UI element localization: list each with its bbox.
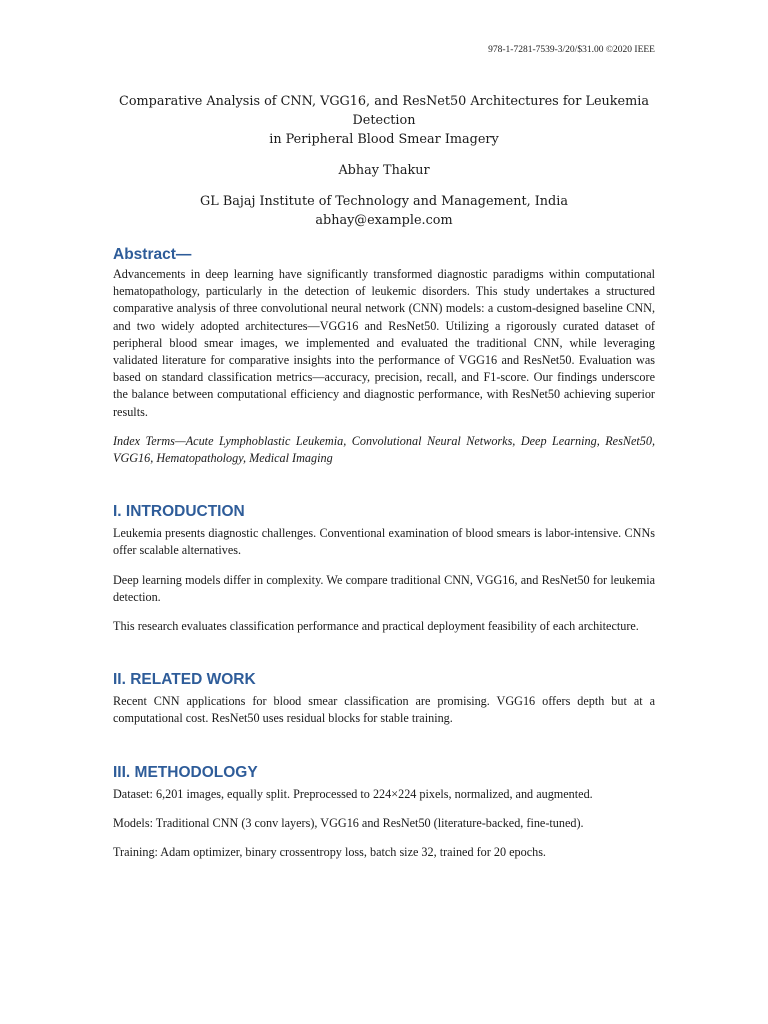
paper-title-line-2: in Peripheral Blood Smear Imagery — [269, 132, 499, 147]
copyright-notice: 978-1-7281-7539-3/20/$31.00 ©2020 IEEE — [488, 45, 655, 55]
abstract-section — [113, 244, 655, 467]
methodology-section — [113, 762, 655, 862]
introduction-paragraph: Leukemia presents diagnostic challenges. Conventional examination of blood smears is labor-intensive. CNNs offer scalable alternatives. — [113, 526, 655, 558]
methodology-paragraph: Training: Adam optimizer, binary crossentropy loss, batch size 32, trained for 20 epochs. — [113, 845, 546, 860]
related-work-heading: II. RELATED WORK — [113, 671, 256, 689]
methodology-paragraph: Models: Traditional CNN (3 conv layers), VGG16 and ResNet50 (literature-backed, fine-tuned). — [113, 815, 584, 830]
introduction-section — [113, 501, 655, 635]
paper-body — [113, 244, 655, 861]
introduction-heading: I. INTRODUCTION — [113, 503, 245, 521]
title-block — [113, 92, 655, 230]
paper-title-line-1: Comparative Analysis of CNN, VGG16, and ResNet50 Architectures for Leukemia Detection — [119, 94, 649, 128]
author-affiliation: GL Bajaj Institute of Technology and Management, India — [200, 194, 568, 209]
methodology-heading: III. METHODOLOGY — [113, 763, 258, 781]
author-affiliation-block — [113, 192, 655, 230]
related-work-paragraph: Recent CNN applications for blood smear classification are promising. VGG16 offers depth but at a computational cost. ResNet50 uses residual blocks for stable training. — [113, 694, 655, 726]
introduction-paragraph: Deep learning models differ in complexity. We compare traditional CNN, VGG16, and ResNet50 for leukemia detection. — [113, 572, 655, 604]
paper-title — [113, 92, 655, 149]
abstract-text: Advancements in deep learning have significantly transformed diagnostic paradigms within computational hematopathology, particularly in the detection of leukemic disorders. This study undertakes a structured comparative analysis of three convolutional neural network (CNN) models: a custom-designed baseline CNN, and two widely adopted architectures—VGG16 and ResNet50. Utilizing a rigorously curated dataset of peripheral blood smear images, we implemented and evaluated the traditional CNN, while leveraging validated literature for comparative insights into the performance of VGG16 and ResNet50. Evaluation was based on standard classification metrics—accuracy, precision, recall, and F1-score. Our findings underscore the balance between computational efficiency and diagnostic performance, with ResNet50 achieving superior results. — [113, 267, 655, 419]
author-name: Abhay Thakur — [338, 163, 430, 178]
related-work-section — [113, 669, 655, 727]
index-terms: Index Terms—Acute Lymphoblastic Leukemia, Convolutional Neural Networks, Deep Learning, ResNet50, VGG16, Hematopathology, Medical Imaging — [113, 433, 655, 466]
methodology-paragraph: Dataset: 6,201 images, equally split. Preprocessed to 224×224 pixels, normalized, and augmented. — [113, 786, 593, 801]
abstract-heading: Abstract— — [113, 246, 192, 263]
author-email: abhay@example.com — [315, 213, 453, 228]
introduction-paragraph: This research evaluates classification performance and practical deployment feasibility of each architecture. — [113, 619, 639, 634]
